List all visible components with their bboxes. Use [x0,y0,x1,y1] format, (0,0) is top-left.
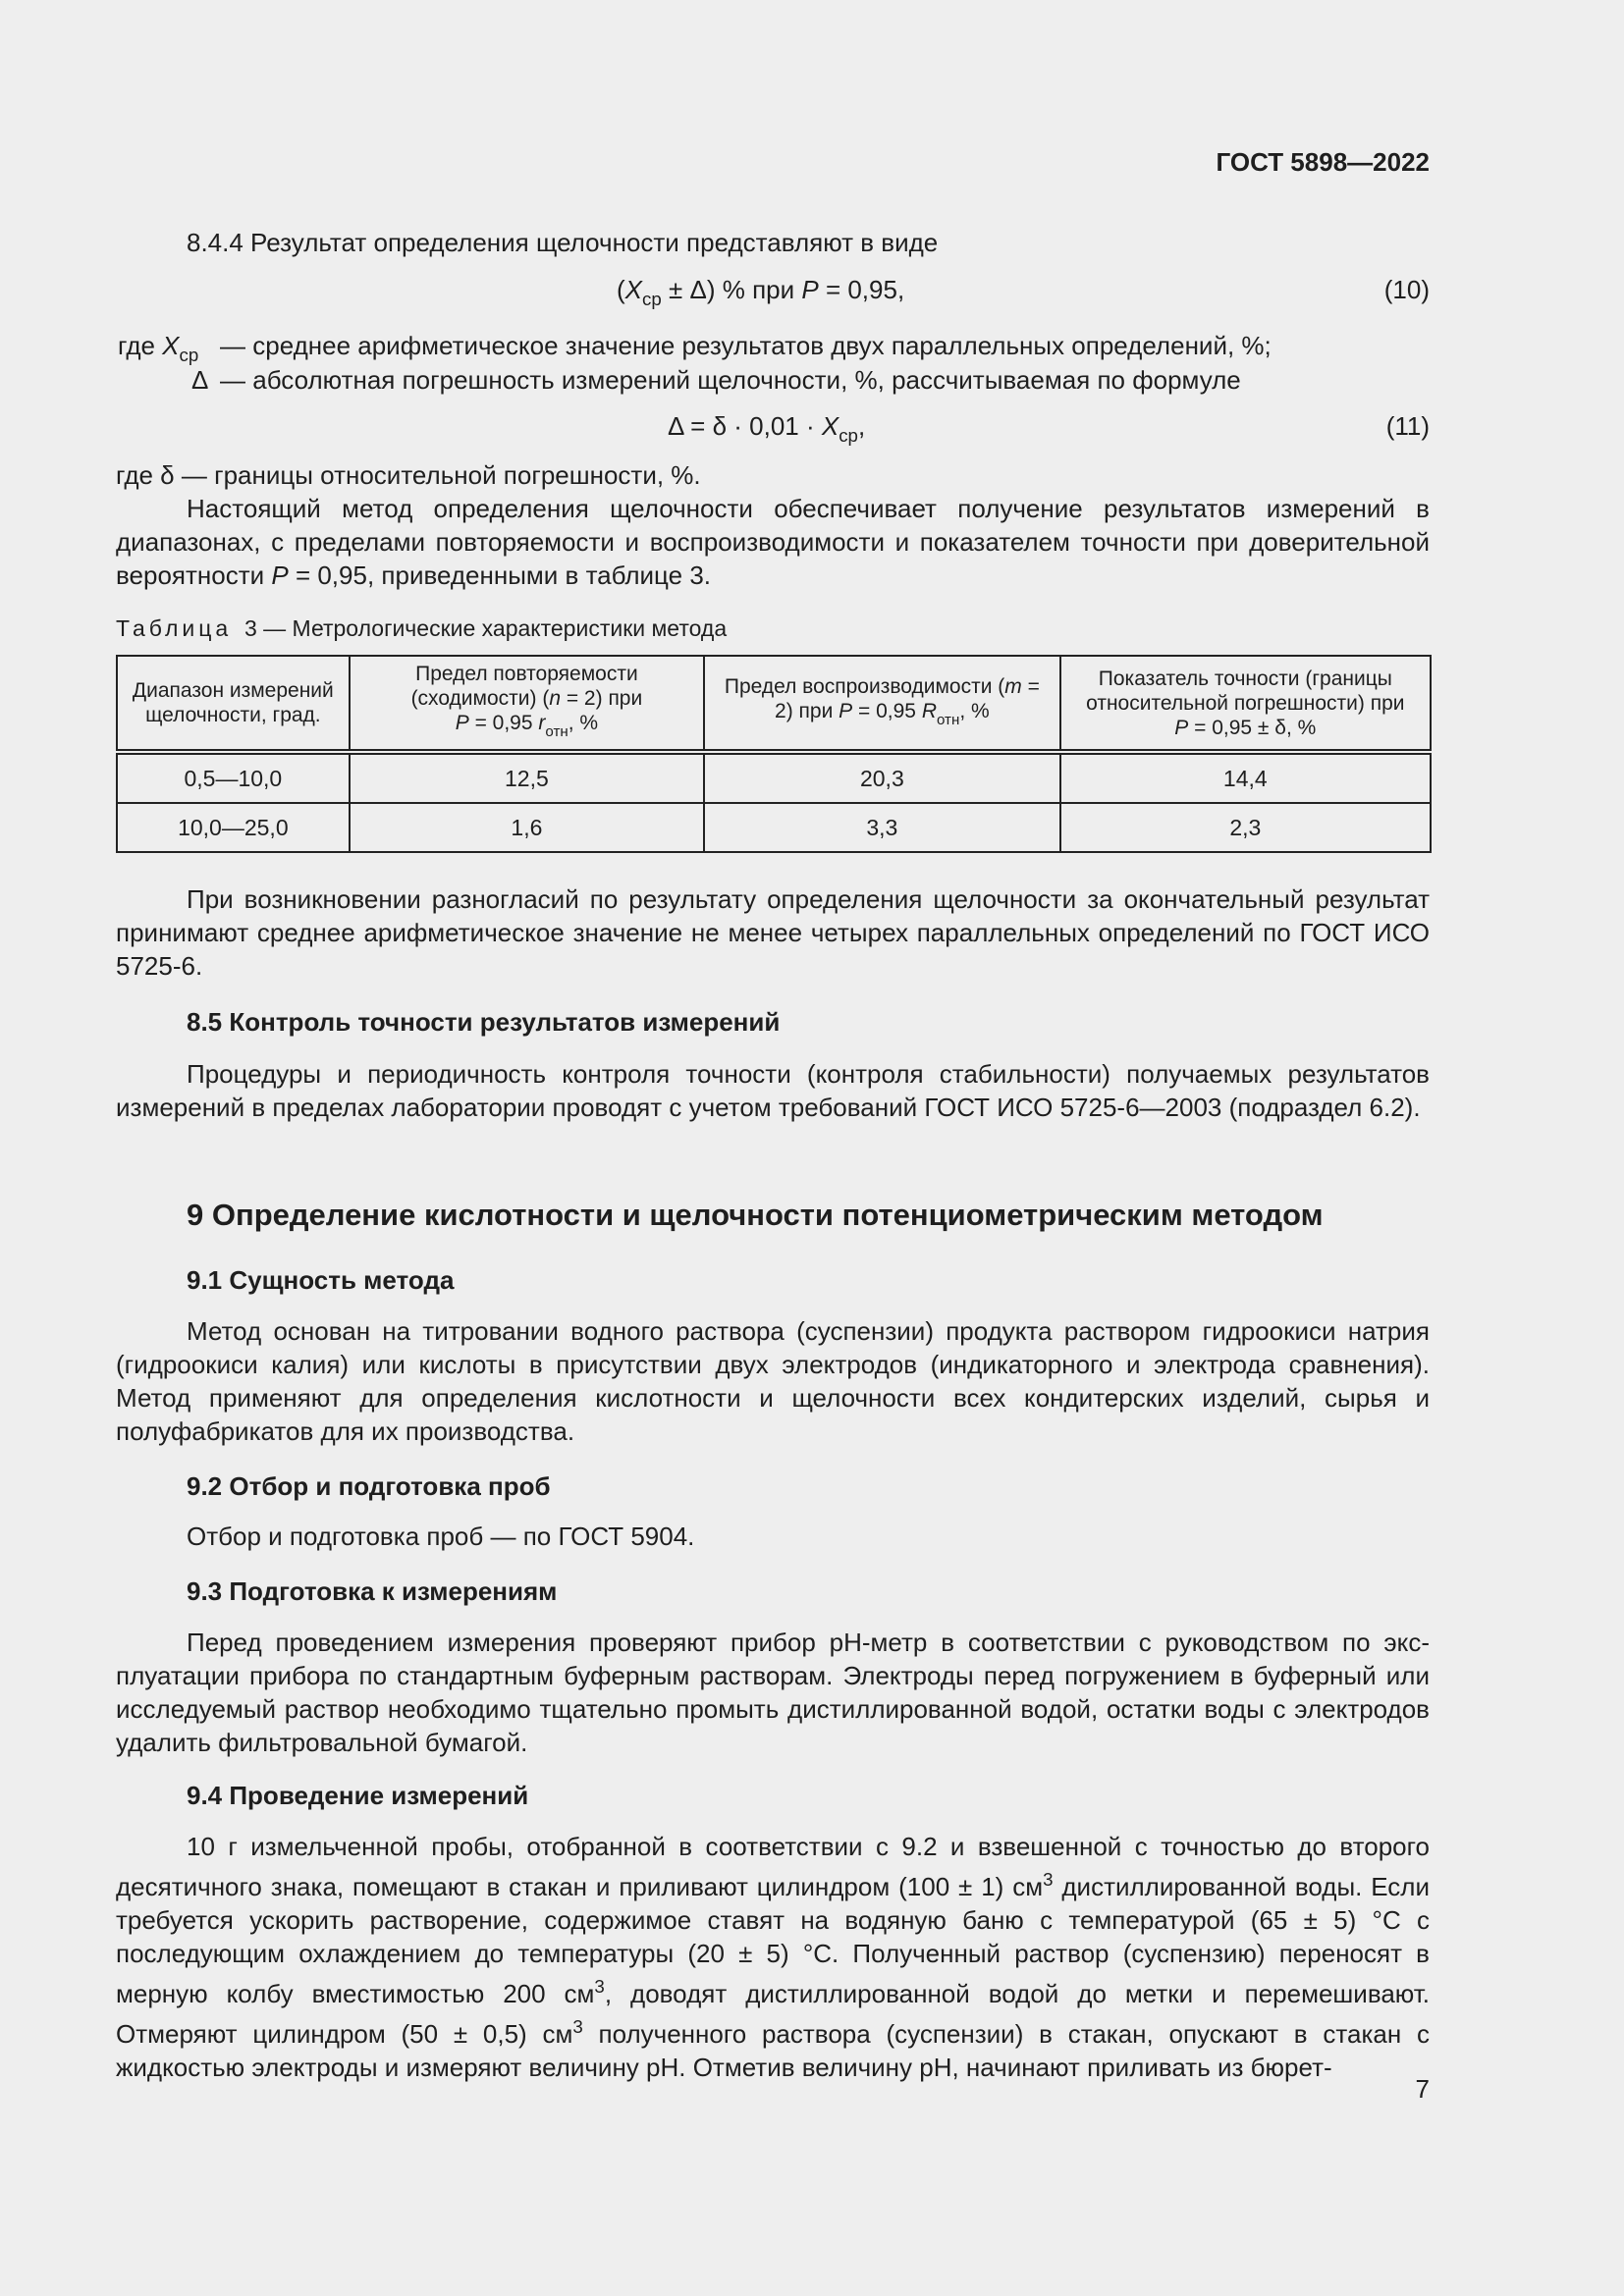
where-xcp: где $X_{ср}$ [118,331,199,365]
heading-9-2: 9.2 Отбор и подготовка проб [187,1471,551,1501]
table-cell: 2,3 [1060,803,1431,852]
paragraph-9-1: Метод основан на титровании водного раствора (суспензии) продукта раствором гидроокиси натрия (гидроокиси калия) или кислоты в присутствии двух электродов (индикаторного и электрода сравнения). Метод применяют для определения кислотности и щелочности всех кондитерских изделий, сырья и полуфабрикатов для их производства. [116,1316,1430,1446]
paragraph-method-ranges: Настоящий метод определения щелочности обеспечивает получение результатов измерений в диапазонах, с пределами повторяемости и воспроизводимости и показателем точности при доверительной вероятности P = 0,95, приведенными в таблице 3. [116,494,1430,590]
table-cell: 3,3 [704,803,1060,852]
where-xcp-definition: — среднее арифметическое значение результатов двух параллельных определений, %; [220,331,1272,360]
table-cell: 0,5—10,0 [117,752,350,803]
table-row [117,752,1431,803]
header-accuracy: Показатель точности (границы относительной погрешности) при P = 0,95 ± δ, % [1060,656,1431,752]
where-delta-definition: — абсолютная погрешность измерений щелочности, %, рассчитываемая по формуле [220,365,1241,395]
table-row [117,803,1431,852]
heading-8-5: 8.5 Контроль точности результатов измерений [187,1007,781,1037]
formula-10: $(X_{ср} \pm \Delta)$ % при P = 0,95, [617,275,905,309]
where-small-delta: где δ — границы относительной погрешности, %. [116,460,701,490]
table-cell: 14,4 [1060,752,1431,803]
page-number: 7 [1415,2074,1430,2104]
table-cell: 1,6 [350,803,704,852]
paragraph-8-5: Процедуры и периодичность контроля точности (контроля стабильности) получаемых результатов измерений в пределах лаборатории проводят с учетом требований ГОСТ ИСО 5725-6—2003 (подраздел 6.2). [116,1059,1430,1122]
formula-11: $\Delta = \delta \cdot 0,01 \cdot X_{ср}$, [668,411,866,446]
clause-8-4-4-lead: 8.4.4 Результат определения щелочности представляют в виде [187,228,939,257]
table-cell: 12,5 [350,752,704,803]
header-repeatability: Предел повторяемости (сходимости) (n = 2) при P = 0,95 $r_{отн}$, % [350,656,704,752]
paragraph-9-3: Перед проведением измерения проверяют прибор pH-метр в соответствии с руководством по эксплуатации прибора по стандартным буферным растворам. Электроды перед погружением в буферный или исследуемый раствор необходимо тщательно промыть дистиллированной водой, остатки воды с электродов удалить фильтровальной бумагой. [116,1628,1430,1757]
header-range: Диапазон измерений щелочности, град. [117,656,350,752]
formula-11-number: (11) [1385,411,1430,441]
table-header-row [117,656,1431,752]
table-cell: 10,0—25,0 [117,803,350,852]
heading-9-1: 9.1 Сущность метода [187,1265,455,1295]
metrology-table [116,655,1432,853]
heading-section-9: 9 Определение кислотности и щелочности потенциометрическим методом [187,1198,1324,1232]
paragraph-disagreements: При возникновении разногласий по результату определения щелочности за окончательный результат принимают среднее арифметическое значение не менее четырех параллельных определений по ГОСТ ИСО 5725-6. [116,884,1430,981]
table-caption: Таблица 3 — Метрологические характеристики метода [116,615,728,641]
paragraph-9-2: Отбор и подготовка проб — по ГОСТ 5904. [187,1522,695,1551]
formula-10-number: (10) [1383,275,1430,304]
heading-9-4: 9.4 Проведение измерений [187,1781,529,1810]
table-cell: 20,3 [704,752,1060,803]
header-reproducibility: Предел воспроизводимости (m = 2) при P = 0,95 $R_{отн}$, % [704,656,1060,752]
paragraph-9-4: 10 г измельченной пробы, отобранной в соответствии с 9.2 и взвешенной с точностью до второго десятичного знака, помещают в стакан и приливают цилиндром (100 ± 1) $см^3$ дистиллированной воды. Если требуется ускорить растворение, содержимое ставят на водяную баню с температурой (65 ± 5) °С с последующим охлаждением до температуры (20 ± 5) °С. Полученный раствор (суспензию) переносят в мерную колбу вместимостью 200 $см^3$, доводят дистиллированной водой до метки и перемешивают. Отмеряют цилиндром (50 ± 0,5) $см^3$ полученного раствора (суспензии) в стакан, опускают в стакан с жидкостью электроды и измеряют величину pH. Отметив величину pH, начинают приливать из бюрет- [116,1832,1430,2082]
where-delta-symbol: Δ [191,365,209,395]
document-header: ГОСТ 5898—2022 [1216,147,1430,177]
heading-9-3: 9.3 Подготовка к измерениям [187,1576,558,1606]
